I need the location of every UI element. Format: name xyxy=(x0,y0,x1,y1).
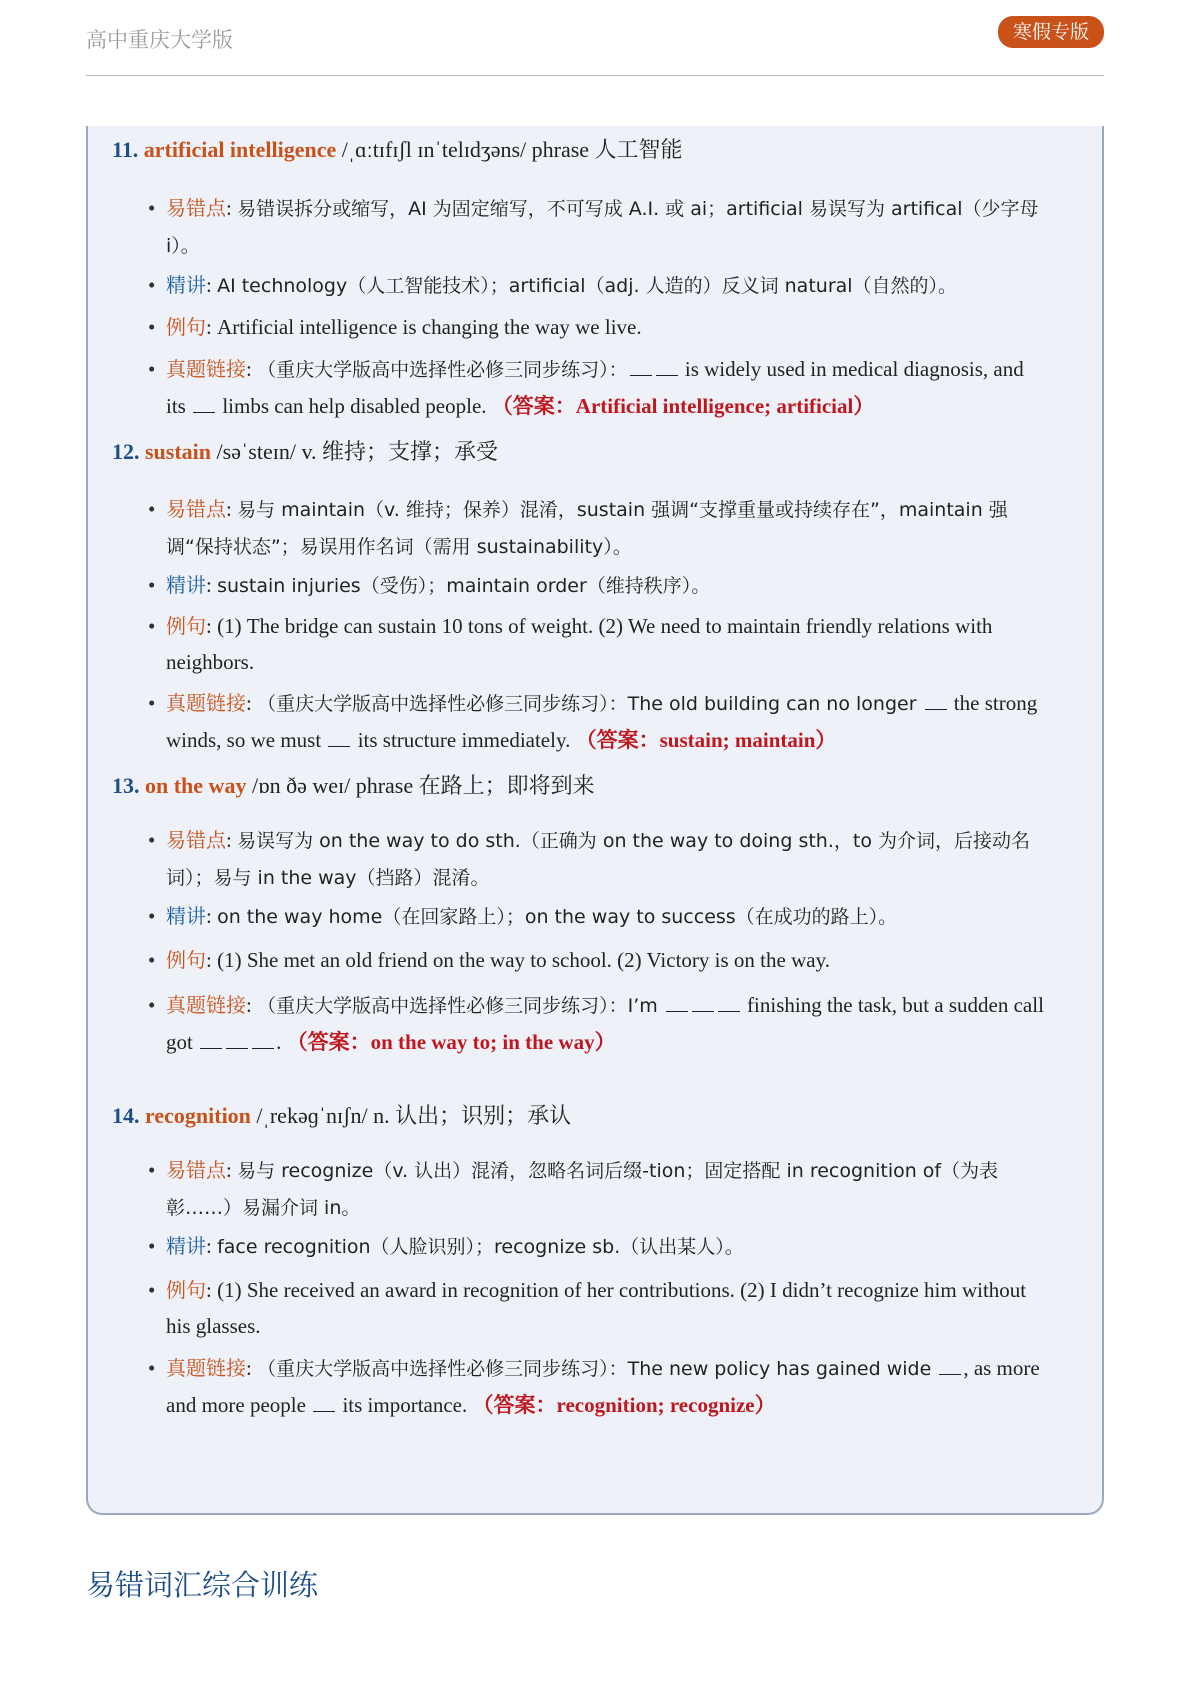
explain-label: 精讲 xyxy=(166,573,206,597)
example-label: 例句 xyxy=(166,315,206,339)
answer-text: （答案：Artificial intelligence; artificial） xyxy=(491,394,875,418)
explain-point: • 精讲: sustain injuries（受伤）；maintain order（维持秩序）。 xyxy=(148,573,711,597)
error-text: 易与 recognize（v. 认出）混淆，忽略名词后缀-tion；固定搭配 in recognition of（为表彰……）易漏介词 in。 xyxy=(166,1160,999,1219)
error-point: • 易错点: 易误写为 on the way to do sth.（正确为 on the way to doing sth.，to 为介词，后接动名词）；易与 in the way（挡路）混淆。 xyxy=(148,828,1030,889)
blank xyxy=(666,993,688,1012)
example-label: 例句 xyxy=(166,948,206,972)
exam-link-point: • 真题链接: （重庆大学版高中选择性必修三同步练习）：The old building can no longer the strong winds, so we must its structure immediately. （答案：sustain; maintain） xyxy=(148,691,1038,752)
entry-number: 14. xyxy=(112,1103,140,1128)
error-label: 易错点 xyxy=(166,1158,226,1182)
error-text: 易与 maintain（v. 维持；保养）混淆，sustain 强调“支撑重量或持续存在”，maintain 强调“保持状态”；易误用作名词（需用 sustainability）。 xyxy=(166,499,1008,558)
explain-label: 精讲 xyxy=(166,1234,206,1258)
entry-heading xyxy=(112,1100,571,1132)
entry-number: 12. xyxy=(112,439,140,464)
entry-definition: /ɒn ðə weɪ/ phrase 在路上；即将到来 xyxy=(246,773,595,798)
explain-label: 精讲 xyxy=(166,273,206,297)
blank xyxy=(313,1393,335,1412)
blank xyxy=(925,691,947,710)
error-label: 易错点 xyxy=(166,497,226,521)
blank xyxy=(630,357,652,376)
example-text: (1) She received an award in recognition of her contributions. (2) I didn’t recognize him without his glasses. xyxy=(166,1278,1027,1338)
error-text: 易错误拆分或缩写，AI 为固定缩写，不可写成 A.I. 或 ai；artificial 易误写为 artifical（少字母 i）。 xyxy=(166,198,1039,257)
section-title: 易错词汇综合训练 xyxy=(86,1568,319,1602)
example-label: 例句 xyxy=(166,1278,206,1302)
blank xyxy=(226,1030,248,1049)
example-point: • 例句: (1) The bridge can sustain 10 tons of weight. (2) We need to maintain friendly relations with neighbors. xyxy=(148,614,993,674)
blank xyxy=(328,728,350,747)
explain-text: sustain injuries（受伤）；maintain order（维持秩序）。 xyxy=(217,575,711,597)
edition-badge: 寒假专版 xyxy=(998,16,1104,48)
error-text: 易误写为 on the way to do sth.（正确为 on the way to doing sth.，to 为介词，后接动名词）；易与 in the way（挡路）混淆。 xyxy=(166,830,1030,889)
entry-word: on the way xyxy=(145,773,247,798)
entry-heading xyxy=(112,770,595,802)
explain-text: face recognition（人脸识别）；recognize sb.（认出某人）。 xyxy=(217,1236,744,1258)
explain-text: on the way home（在回家路上）；on the way to success（在成功的路上）。 xyxy=(217,906,898,928)
exam-link-point: • 真题链接: （重庆大学版高中选择性必修三同步练习）：I’m finishing the task, but a sudden call got . （答案：on the way to; in the way） xyxy=(148,993,1044,1054)
blank xyxy=(200,1030,222,1049)
entry-definition: /səˈsteɪn/ v. 维持；支撑；承受 xyxy=(211,439,499,464)
entry-word: artificial intelligence xyxy=(143,137,337,162)
example-text: (1) She met an old friend on the way to school. (2) Victory is on the way. xyxy=(217,948,830,972)
entry-number: 13. xyxy=(112,773,140,798)
entry-number: 11. xyxy=(112,137,139,162)
explain-point: • 精讲: AI technology（人工智能技术）；artificial（adj. 人造的）反义词 natural（自然的）。 xyxy=(148,273,958,297)
example-label: 例句 xyxy=(166,614,206,638)
error-point: • 易错点: 易与 recognize（v. 认出）混淆，忽略名词后缀-tion；固定搭配 in recognition of（为表彰……）易漏介词 in。 xyxy=(148,1158,999,1219)
exam-link-label: 真题链接 xyxy=(166,357,246,381)
exam-link-point: • 真题链接: （重庆大学版高中选择性必修三同步练习）：The new policy has gained wide , as more and more people its importance. （答案：recognition; recognize） xyxy=(148,1356,1040,1417)
entry-heading xyxy=(112,436,498,468)
blank xyxy=(939,1356,961,1375)
entry-heading xyxy=(112,134,683,166)
example-point: • 例句: (1) She received an award in recognition of her contributions. (2) I didn’t recognize him without his glasses. xyxy=(148,1278,1027,1338)
answer-text: （答案：sustain; maintain） xyxy=(575,728,837,752)
example-point: • 例句: (1) She met an old friend on the way to school. (2) Victory is on the way. xyxy=(148,948,830,972)
explain-point: • 精讲: on the way home（在回家路上）；on the way to success（在成功的路上）。 xyxy=(148,904,898,928)
vocab-card xyxy=(86,126,1104,1515)
entry-definition: /ˌɑːtɪfɪʃl ɪnˈtelɪdʒəns/ phrase 人工智能 xyxy=(336,137,683,162)
blank xyxy=(718,993,740,1012)
entry-word: recognition xyxy=(145,1103,251,1128)
explain-point: • 精讲: face recognition（人脸识别）；recognize sb.（认出某人）。 xyxy=(148,1234,744,1258)
blank xyxy=(252,1030,274,1049)
answer-text: （答案：on the way to; in the way） xyxy=(286,1030,616,1054)
error-label: 易错点 xyxy=(166,828,226,852)
example-point: • 例句: Artificial intelligence is changing the way we live. xyxy=(148,315,642,339)
exam-link-label: 真题链接 xyxy=(166,1356,246,1380)
exam-link-point: • 真题链接: （重庆大学版高中选择性必修三同步练习）： is widely used in medical diagnosis, and its limbs can help disabled people. （答案：Artificial intelligence; artificial） xyxy=(148,357,1024,418)
blank xyxy=(692,993,714,1012)
entry-word: sustain xyxy=(145,439,212,464)
error-point: • 易错点: 易错误拆分或缩写，AI 为固定缩写，不可写成 A.I. 或 ai；artificial 易误写为 artifical（少字母 i）。 xyxy=(148,196,1039,257)
explain-text: AI technology（人工智能技术）；artificial（adj. 人造的）反义词 natural（自然的）。 xyxy=(217,275,958,297)
exam-link-label: 真题链接 xyxy=(166,993,246,1017)
blank xyxy=(193,394,215,413)
error-label: 易错点 xyxy=(166,196,226,220)
header-title: 高中重庆大学版 xyxy=(86,28,233,52)
answer-text: （答案：recognition; recognize） xyxy=(472,1393,776,1417)
entry-definition: /ˌrekəɡˈnɪʃn/ n. 认出；识别；承认 xyxy=(250,1103,572,1128)
example-text: (1) The bridge can sustain 10 tons of weight. (2) We need to maintain friendly relations with neighbors. xyxy=(166,614,993,674)
error-point: • 易错点: 易与 maintain（v. 维持；保养）混淆，sustain 强调“支撑重量或持续存在”，maintain 强调“保持状态”；易误用作名词（需用 sustainability）。 xyxy=(148,497,1008,558)
explain-label: 精讲 xyxy=(166,904,206,928)
blank xyxy=(656,357,678,376)
exam-link-label: 真题链接 xyxy=(166,691,246,715)
example-text: Artificial intelligence is changing the way we live. xyxy=(217,315,642,339)
header-divider xyxy=(86,75,1104,76)
